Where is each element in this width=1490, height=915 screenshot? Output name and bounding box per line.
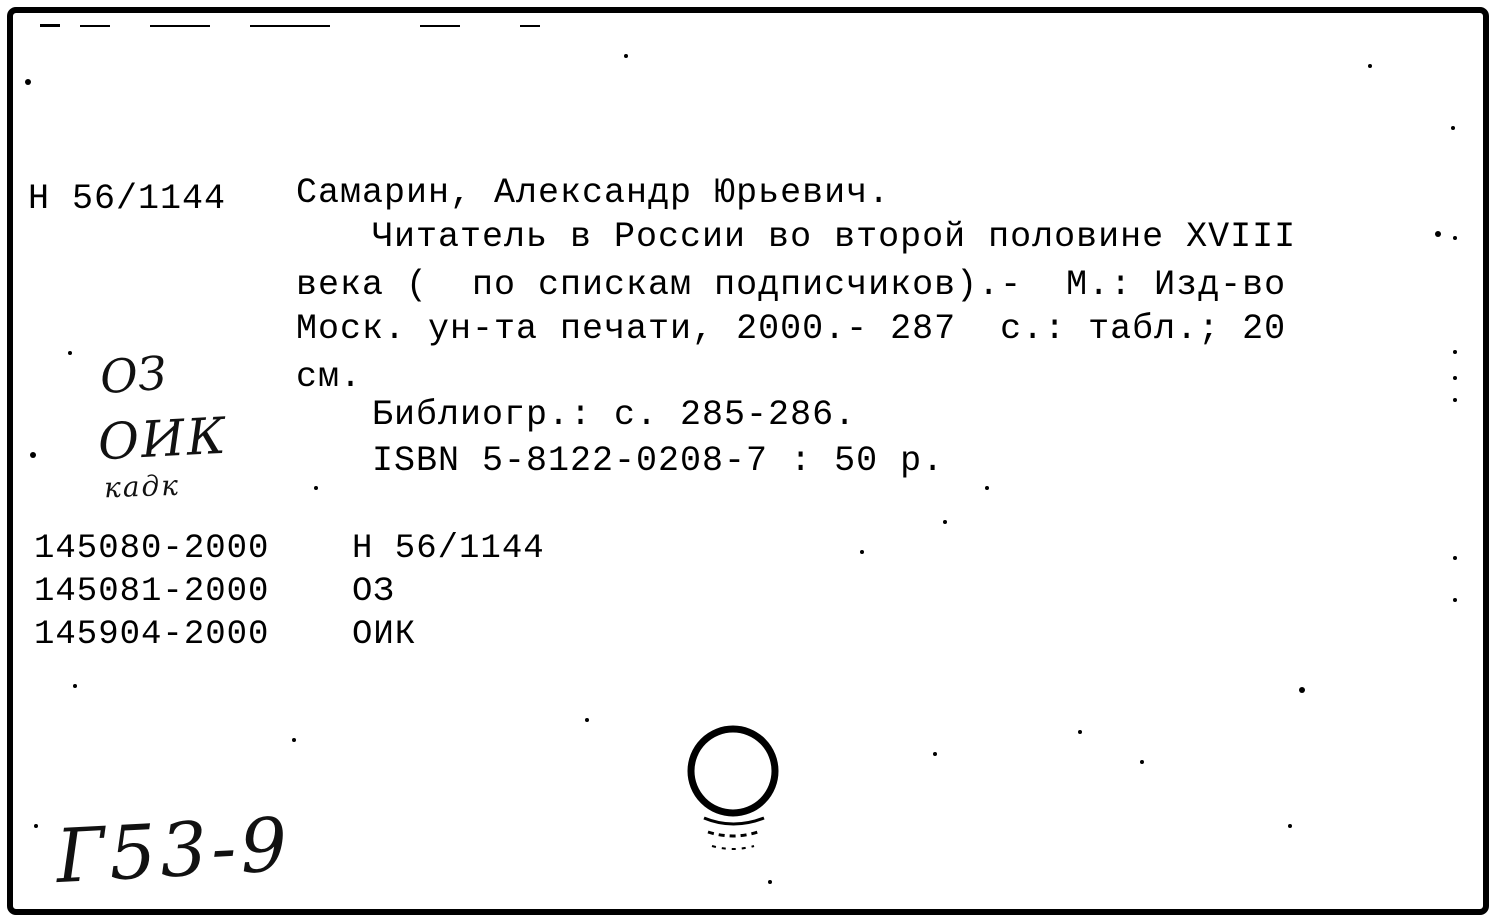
- holding-row: [34, 614, 545, 657]
- holding-location: ОЗ: [352, 573, 395, 611]
- isbn-price: ISBN 5-8122-0208-7 : 50 р.: [372, 441, 945, 481]
- holding-location: Н 56/1144: [352, 530, 545, 568]
- handwritten-code: Г53-9: [53, 801, 294, 901]
- handwritten-note: кадк: [103, 468, 181, 505]
- inventory-number: 145080-2000: [34, 530, 270, 568]
- title-line-2: века ( по спискам подписчиков).- М.: Изд-во: [296, 265, 1287, 305]
- holding-location: ОИК: [352, 616, 417, 654]
- inventory-number: 145081-2000: [34, 573, 270, 611]
- holding-row: [34, 571, 545, 614]
- handwritten-oik: ОИК: [96, 406, 229, 472]
- title-line-3: Моск. ун-та печати, 2000.- 287 с.: табл.; 20: [296, 309, 1287, 349]
- author-heading: Самарин, Александр Юрьевич.: [296, 173, 891, 213]
- handwritten-oz: ОЗ: [98, 345, 169, 405]
- shelfmark: Н 56/1144: [28, 179, 227, 219]
- title-line-1: Читатель в России во второй половине XVIII: [372, 217, 1297, 257]
- inventory-number: 145904-2000: [34, 616, 270, 654]
- holding-row: [34, 528, 545, 571]
- title-line-4: см.: [296, 357, 363, 397]
- bibliography-note: Библиогр.: с. 285-286.: [372, 395, 857, 435]
- punch-hole: [691, 729, 775, 813]
- holdings-list: [34, 528, 545, 657]
